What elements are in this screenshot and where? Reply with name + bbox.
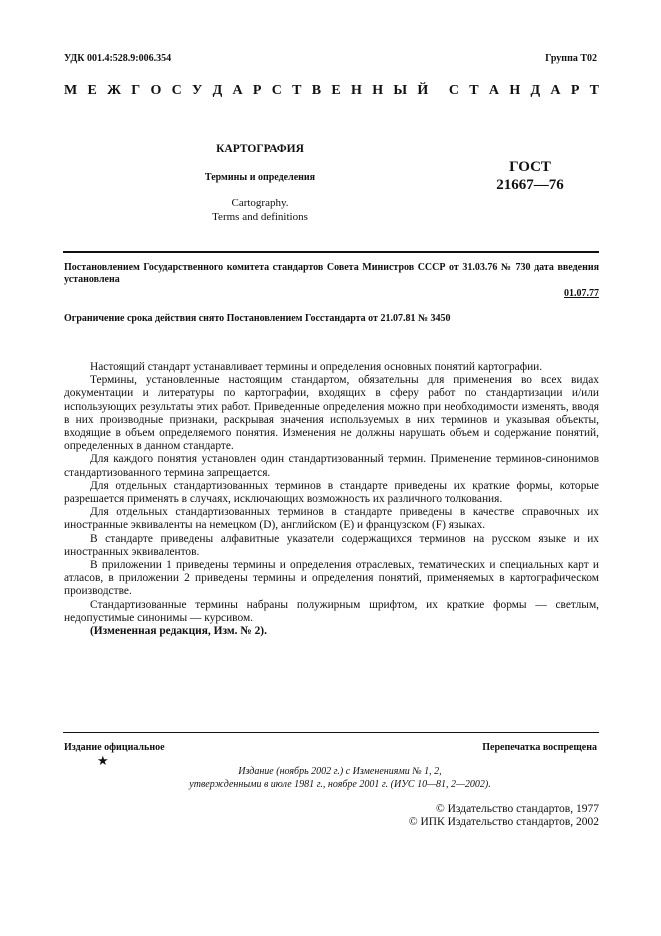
heading-letter: А xyxy=(550,83,561,98)
heading-letter: Н xyxy=(372,83,384,98)
heading-letter: Н xyxy=(351,83,362,98)
heading-letter: Й xyxy=(417,83,429,98)
reprint-prohibited-label: Перепечатка воспрещена xyxy=(482,742,597,753)
heading-letter: С xyxy=(271,83,282,98)
heading-letter: М xyxy=(64,83,78,98)
heading-letter: Г xyxy=(131,83,141,98)
paragraph: В приложении 1 приведены термины и определения отраслевых, тематических и специальных карт и атласов, в приложении 2 приведены термины и определения понятий, применяемых в картографическом производстве. xyxy=(64,559,599,598)
heading-letter: Е xyxy=(331,83,341,98)
heading-letter: Е xyxy=(87,83,97,98)
gost-number xyxy=(490,158,570,194)
heading-letter: Т xyxy=(469,83,479,98)
heading-letter: Н xyxy=(509,83,521,98)
heading-letter: В xyxy=(311,83,322,98)
copyright-line1: © Издательство стандартов, 1977 xyxy=(435,803,599,815)
paragraph: Для каждого понятия установлен один стандартизованный термин. Применение терминов-синонимов стандартизованного термина запрещается. xyxy=(64,453,599,479)
body-text xyxy=(64,361,599,638)
divider-thick xyxy=(63,251,599,253)
effective-date: 01.07.77 xyxy=(564,288,599,299)
english-title xyxy=(120,196,400,224)
document-subtitle: Термины и определения xyxy=(204,172,316,183)
paragraph: Настоящий стандарт устанавливает термины и определения основных понятий картографии. xyxy=(90,361,543,373)
paragraph: Термины, установленные настоящим стандартом, обязательны для применения во всех видах документации и литературы по картографии, входящих в сферу работ по стандартизации и/или использующих результаты этих работ. Приведенные определения можно при необходимости изменять, вводя в них производные признаки, раскрывая значения используемых в них терминов и указывая объекты, входящие в объем определяемого понятия. Изменения не должны нарушать объем и содержание понятий, определенных в данном стандарте. xyxy=(64,374,599,453)
standard-type-heading xyxy=(64,83,599,99)
gost-label: ГОСТ xyxy=(509,159,551,175)
issue-info xyxy=(150,765,530,791)
heading-letter: Т xyxy=(589,83,599,98)
heading-letter: Ж xyxy=(107,83,121,98)
paragraph: Для отдельных стандартизованных терминов в стандарте приведены в качестве справочных их иностранные эквиваленты на немецком (D), английском (E) и французском (F) языках. xyxy=(64,506,599,532)
copyright-line2: © ИПК Издательство стандартов, 2002 xyxy=(408,816,599,828)
english-title-line2: Terms and definitions xyxy=(212,211,308,223)
group-code: Группа Т02 xyxy=(545,53,597,64)
star-icon: ★ xyxy=(97,753,109,768)
udk-code: УДК 001.4:528.9:006.354 xyxy=(64,53,172,64)
heading-letter: Д xyxy=(212,83,223,98)
heading-letter: О xyxy=(150,83,162,98)
heading-letter: Р xyxy=(252,83,262,98)
document-title: КАРТОГРАФИЯ xyxy=(216,143,304,155)
english-title-line1: Cartography. xyxy=(231,197,289,209)
heading-letter: Ы xyxy=(393,83,408,98)
heading-letter: Р xyxy=(570,83,580,98)
heading-letter: С xyxy=(171,83,182,98)
heading-letter: С xyxy=(448,83,459,98)
divider-thin xyxy=(63,732,599,733)
paragraph: В стандарте приведены алфавитные указатели содержащихся терминов на русском языке и их иностранных эквивалентов. xyxy=(64,532,599,558)
issue-info-line2: утвержденными в июле 1981 г., ноябре 2001 г. (ИУС 10—81, 2—2002). xyxy=(189,779,491,790)
limitation-note: Ограничение срока действия снято Постановлением Госстандарта от 21.07.81 № 3450 xyxy=(64,313,451,324)
copyright-block xyxy=(409,803,599,829)
heading-letter: А xyxy=(232,83,243,98)
paragraph: Стандартизованные термины набраны полужирным шрифтом, их краткие формы — светлым, недопустимые синонимы — курсивом. xyxy=(64,598,599,624)
decree-text: Постановлением Государственного комитета стандартов Совета Министров СССР от 31.03.76 № 730 дата введения установлена xyxy=(64,262,599,285)
paragraph: Для отдельных стандартизованных терминов в стандарте приведены их краткие формы, которые разрешается применять в случаях, исключающих возможность их различного толкования. xyxy=(64,479,599,506)
official-edition-label: Издание официальное xyxy=(64,742,165,753)
heading-letter: Д xyxy=(530,83,541,98)
gost-code: 21667—76 xyxy=(496,177,564,193)
heading-letter: А xyxy=(488,83,500,98)
heading-letter: У xyxy=(192,83,203,98)
heading-letter: Т xyxy=(292,83,302,98)
issue-info-line1: Издание (ноябрь 2002 г.) с Изменениями № 1, 2, xyxy=(238,766,442,777)
amendment-note: (Измененная редакция, Изм. № 2). xyxy=(90,625,267,638)
title-block xyxy=(120,143,400,224)
